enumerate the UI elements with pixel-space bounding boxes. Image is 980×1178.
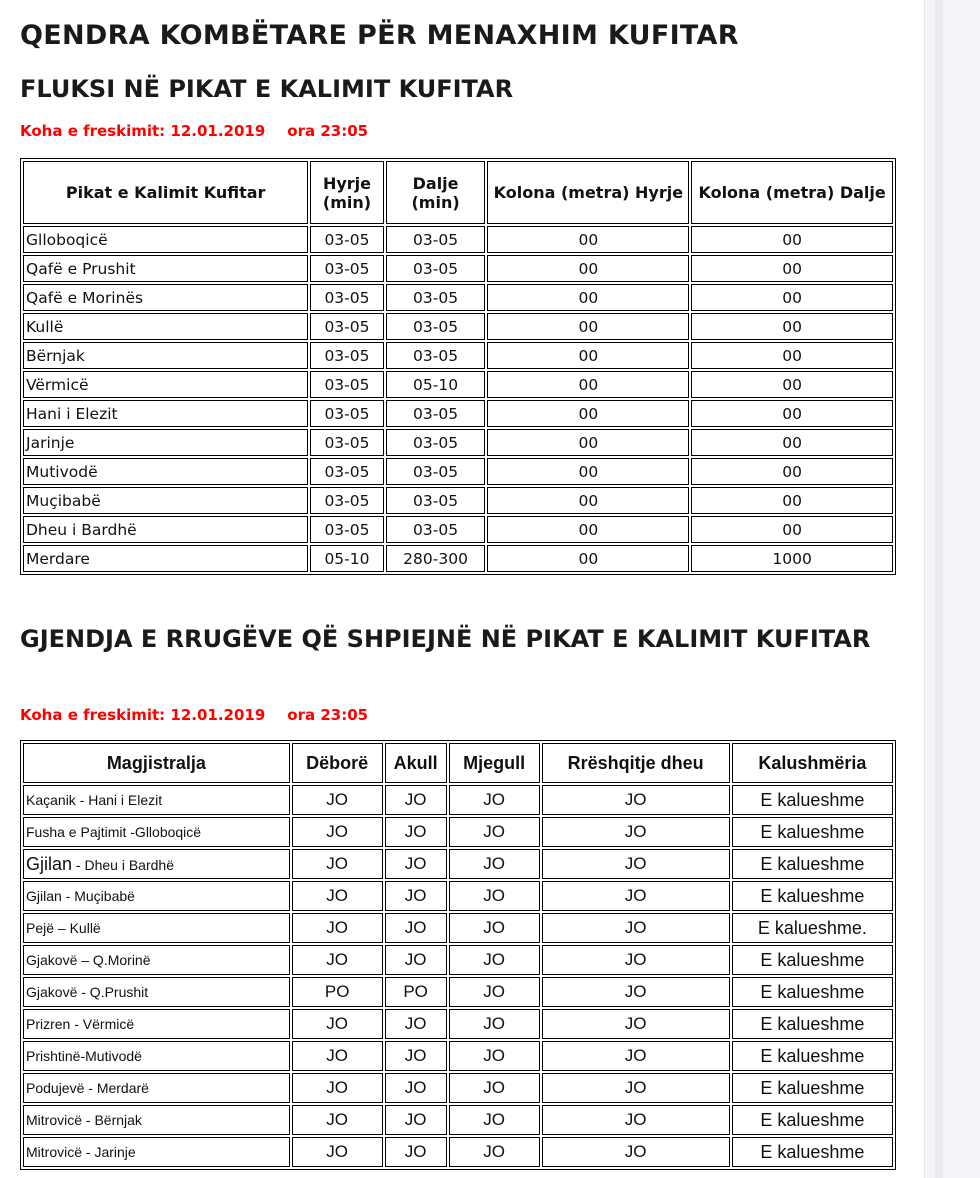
table-row <box>23 1073 893 1103</box>
row-name-cell: Kaçanik - Hani i Elezit <box>23 785 290 815</box>
table-cell: JO <box>292 1041 383 1071</box>
table-cell: 03-05 <box>310 429 383 456</box>
table-cell: 03-05 <box>310 400 383 427</box>
table-cell: 03-05 <box>386 284 486 311</box>
table-row <box>23 881 893 911</box>
table-cell: 03-05 <box>310 284 383 311</box>
table-row <box>23 255 893 282</box>
page-scrollbar[interactable] <box>924 0 980 1178</box>
table-cell: E kalueshme <box>732 785 893 815</box>
table-cell: 03-05 <box>310 516 383 543</box>
table-cell: JO <box>542 1041 730 1071</box>
table-cell: JO <box>385 913 447 943</box>
table-row <box>23 429 893 456</box>
table-cell: JO <box>449 881 540 911</box>
table-cell: JO <box>449 1073 540 1103</box>
table-row <box>23 371 893 398</box>
table-row <box>23 516 893 543</box>
table-cell: JO <box>542 1105 730 1135</box>
table-cell: E kalueshme <box>732 1041 893 1071</box>
table-row <box>23 545 893 572</box>
table-cell: JO <box>542 881 730 911</box>
table-cell: JO <box>542 817 730 847</box>
table-row <box>23 1105 893 1135</box>
col-header-queue-entry: Kolona (metra) Hyrje <box>487 161 689 224</box>
table-cell: JO <box>449 785 540 815</box>
table-cell: JO <box>385 945 447 975</box>
table-cell: 03-05 <box>386 487 486 514</box>
refresh-label: Koha e freskimit: 12.01.2019 <box>20 706 266 724</box>
table-cell: 00 <box>487 400 689 427</box>
table-cell: 00 <box>487 313 689 340</box>
table-cell: 00 <box>487 487 689 514</box>
table-row <box>23 284 893 311</box>
table-cell: PO <box>292 977 383 1007</box>
table-cell: 03-05 <box>386 342 486 369</box>
roads-heading: GJENDJA E RRUGËVE QË SHPIEJNË NË PIKAT E KALIMIT KUFITAR <box>20 625 871 653</box>
table-cell: E kalueshme <box>732 849 893 879</box>
table-cell: JO <box>385 1009 447 1039</box>
row-name-cell: Pejë – Kullë <box>23 913 290 943</box>
table-cell: 00 <box>487 284 689 311</box>
row-name-cell: Hani i Elezit <box>23 400 308 427</box>
row-name-cell: Mutivodë <box>23 458 308 485</box>
table-row <box>23 313 893 340</box>
col-header-highway: Magjistralja <box>23 743 290 783</box>
table-row <box>23 342 893 369</box>
table-cell: JO <box>292 1137 383 1167</box>
table-cell: JO <box>449 977 540 1007</box>
table-header-row <box>23 743 893 783</box>
table-header-row <box>23 161 893 224</box>
table-cell: 00 <box>691 371 893 398</box>
flux-refresh-time <box>20 122 368 140</box>
flux-heading: FLUKSI NË PIKAT E KALIMIT KUFITAR <box>20 75 514 103</box>
table-cell: JO <box>449 945 540 975</box>
row-name-cell: Kullë <box>23 313 308 340</box>
row-name-cell: Gjilan - Dheu i Bardhë <box>23 849 290 879</box>
table-cell: JO <box>449 1105 540 1135</box>
refresh-hour: ora 23:05 <box>287 706 369 724</box>
table-cell: JO <box>385 849 447 879</box>
table-cell: JO <box>542 913 730 943</box>
table-cell: JO <box>542 977 730 1007</box>
table-cell: JO <box>385 1041 447 1071</box>
table-row <box>23 458 893 485</box>
table-cell: JO <box>385 1137 447 1167</box>
row-name-cell: Qafë e Prushit <box>23 255 308 282</box>
col-header-landslide: Rrëshqitje dheu <box>542 743 730 783</box>
table-cell: 03-05 <box>386 516 486 543</box>
col-header-entry-min: Hyrje (min) <box>310 161 383 224</box>
table-cell: JO <box>292 1009 383 1039</box>
table-cell: 00 <box>487 226 689 253</box>
table-cell: 03-05 <box>386 313 486 340</box>
table-cell: JO <box>542 1009 730 1039</box>
table-cell: JO <box>449 1041 540 1071</box>
table-cell: 05-10 <box>310 545 383 572</box>
table-row <box>23 945 893 975</box>
table-cell: 03-05 <box>310 255 383 282</box>
table-cell: 00 <box>691 255 893 282</box>
table-cell: 00 <box>691 400 893 427</box>
table-cell: E kalueshme <box>732 1105 893 1135</box>
table-cell: E kalueshme <box>732 1009 893 1039</box>
row-name-cell: Bërnjak <box>23 342 308 369</box>
table-cell: 03-05 <box>310 458 383 485</box>
table-cell: 00 <box>487 458 689 485</box>
table-row <box>23 817 893 847</box>
table-cell: 00 <box>487 545 689 572</box>
roads-table <box>20 740 896 1170</box>
roads-refresh-time <box>20 706 368 724</box>
refresh-label: Koha e freskimit: 12.01.2019 <box>20 122 266 140</box>
table-cell: E kalueshme <box>732 817 893 847</box>
table-cell: JO <box>542 785 730 815</box>
table-cell: 03-05 <box>386 226 486 253</box>
table-cell: JO <box>292 1105 383 1135</box>
table-cell: 00 <box>691 487 893 514</box>
table-cell: 00 <box>691 516 893 543</box>
table-cell: 03-05 <box>310 342 383 369</box>
row-name-cell: Vërmicë <box>23 371 308 398</box>
table-cell: JO <box>542 1137 730 1167</box>
scrollbar-track[interactable] <box>935 0 943 1178</box>
table-cell: JO <box>542 849 730 879</box>
table-cell: 00 <box>691 226 893 253</box>
table-row <box>23 226 893 253</box>
table-cell: 00 <box>487 255 689 282</box>
table-cell: JO <box>542 945 730 975</box>
table-cell: JO <box>292 849 383 879</box>
col-header-ice: Akull <box>385 743 447 783</box>
table-cell: 03-05 <box>386 400 486 427</box>
table-cell: PO <box>385 977 447 1007</box>
table-row <box>23 400 893 427</box>
table-row <box>23 1041 893 1071</box>
table-row <box>23 487 893 514</box>
table-cell: 05-10 <box>386 371 486 398</box>
refresh-hour: ora 23:05 <box>287 122 369 140</box>
page-title: QENDRA KOMBËTARE PËR MENAXHIM KUFITAR <box>20 20 739 51</box>
table-cell: 00 <box>487 342 689 369</box>
table-cell: JO <box>292 817 383 847</box>
table-cell: 03-05 <box>310 371 383 398</box>
table-cell: 00 <box>487 371 689 398</box>
table-cell: 00 <box>487 429 689 456</box>
table-cell: 00 <box>691 313 893 340</box>
table-cell: 00 <box>691 342 893 369</box>
table-row <box>23 977 893 1007</box>
table-cell: 00 <box>691 284 893 311</box>
row-name-cell: Merdare <box>23 545 308 572</box>
table-cell: E kalueshme. <box>732 913 893 943</box>
table-cell: JO <box>385 1105 447 1135</box>
row-name-cell: Muçibabë <box>23 487 308 514</box>
row-name-cell: Gjakovë - Q.Prushit <box>23 977 290 1007</box>
table-cell: 00 <box>487 516 689 543</box>
table-cell: JO <box>385 817 447 847</box>
table-cell: 03-05 <box>386 458 486 485</box>
table-cell: JO <box>292 945 383 975</box>
table-cell: JO <box>449 817 540 847</box>
row-name-cell: Gjilan - Muçibabë <box>23 881 290 911</box>
col-header-queue-exit: Kolona (metra) Dalje <box>691 161 893 224</box>
table-cell: 1000 <box>691 545 893 572</box>
table-cell: 280-300 <box>386 545 486 572</box>
row-name-cell: Prizren - Vërmicë <box>23 1009 290 1039</box>
table-cell: JO <box>385 1073 447 1103</box>
row-name-cell: Gjakovë – Q.Morinë <box>23 945 290 975</box>
table-row <box>23 913 893 943</box>
table-cell: E kalueshme <box>732 977 893 1007</box>
row-name-cell: Glloboqicë <box>23 226 308 253</box>
table-cell: JO <box>385 881 447 911</box>
table-cell: JO <box>292 785 383 815</box>
col-header-passability: Kalushmëria <box>732 743 893 783</box>
table-cell: JO <box>292 881 383 911</box>
table-row <box>23 785 893 815</box>
col-header-fog: Mjegull <box>449 743 540 783</box>
table-cell: 03-05 <box>310 226 383 253</box>
col-header-snow: Dëborë <box>292 743 383 783</box>
table-cell: JO <box>449 1009 540 1039</box>
table-cell: JO <box>449 1137 540 1167</box>
col-header-exit-min: Dalje (min) <box>386 161 486 224</box>
table-cell: JO <box>385 785 447 815</box>
table-cell: JO <box>292 1073 383 1103</box>
table-row <box>23 1137 893 1167</box>
table-cell: 00 <box>691 429 893 456</box>
row-name-cell: Mitrovicë - Jarinje <box>23 1137 290 1167</box>
table-cell: 03-05 <box>386 255 486 282</box>
row-name-cell: Jarinje <box>23 429 308 456</box>
table-cell: E kalueshme <box>732 945 893 975</box>
row-name-cell: Mitrovicë - Bërnjak <box>23 1105 290 1135</box>
table-row <box>23 849 893 879</box>
table-cell: 03-05 <box>310 313 383 340</box>
row-name-cell: Fusha e Pajtimit -Glloboqicë <box>23 817 290 847</box>
table-cell: JO <box>542 1073 730 1103</box>
table-cell: JO <box>449 849 540 879</box>
row-name-cell: Prishtinë-Mutivodë <box>23 1041 290 1071</box>
flux-table <box>20 158 896 575</box>
table-cell: JO <box>449 913 540 943</box>
table-cell: E kalueshme <box>732 881 893 911</box>
table-cell: E kalueshme <box>732 1073 893 1103</box>
table-cell: JO <box>292 913 383 943</box>
table-cell: 03-05 <box>386 429 486 456</box>
row-name-cell: Qafë e Morinës <box>23 284 308 311</box>
table-cell: E kalueshme <box>732 1137 893 1167</box>
row-name-cell: Dheu i Bardhë <box>23 516 308 543</box>
col-header-crossing-point: Pikat e Kalimit Kufitar <box>23 161 308 224</box>
table-cell: 00 <box>691 458 893 485</box>
table-cell: 03-05 <box>310 487 383 514</box>
row-name-cell: Podujevë - Merdarë <box>23 1073 290 1103</box>
table-row <box>23 1009 893 1039</box>
